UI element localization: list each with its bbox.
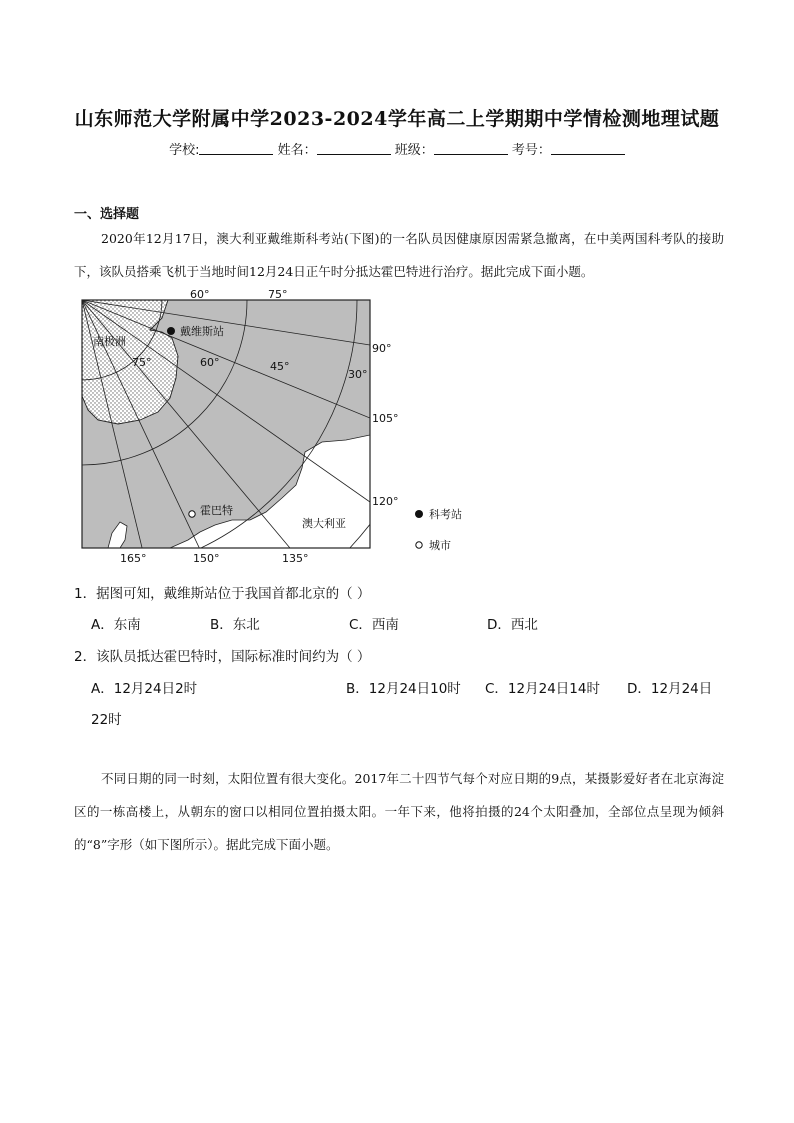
hobart-label: 霍巴特: [200, 504, 233, 517]
school-label: 学校:: [169, 143, 200, 158]
passage-2: 不同日期的同一时刻，太阳位置有很大变化。2017年二十四节气每个对应日期的9点，某摄影爱好者在北京海淀区的一栋高楼上，从朝东的窗口以相同位置拍摄太阳。一年下来，他将拍摄的24个太阳叠加，全部位点呈现为倾斜的“8”字形（如下图所示）。据此完成下面小题。: [74, 771, 724, 852]
lat-75-label: 75°: [132, 356, 152, 369]
question-2-stem: 2．该队员抵达霍巴特时，国际标准时间约为（ ）: [74, 649, 371, 665]
section-heading: 一、选择题: [74, 207, 140, 222]
lon-90-label: 90°: [372, 342, 392, 355]
davis-station-label: 戴维斯站: [180, 325, 224, 338]
question-1-stem: 1．据图可知，戴维斯站位于我国首都北京的（ ）: [74, 586, 371, 602]
q1-option-d[interactable]: D．西北: [487, 617, 538, 633]
q2-option-a[interactable]: A．12月24日2时: [91, 681, 198, 697]
q1-option-c[interactable]: C．西南: [349, 617, 399, 633]
lon-120-label: 120°: [372, 495, 399, 508]
q2-option-c[interactable]: C．12月24日14时: [485, 681, 600, 697]
lat-45-label: 45°: [270, 360, 290, 373]
class-label: 班级：: [394, 143, 434, 158]
meridian-75: [82, 270, 370, 300]
q2-option-b[interactable]: B．12月24日10时: [346, 681, 461, 697]
lat-30-label: 30°: [348, 368, 368, 381]
legend-city-icon: [416, 542, 422, 548]
name-label: 姓名：: [277, 143, 317, 158]
meridian-60: [82, 240, 205, 300]
lon-135-label: 135°: [282, 552, 309, 565]
lon-60-top-label: 60°: [190, 288, 210, 301]
lon-165-label: 165°: [120, 552, 147, 565]
q1-option-a[interactable]: A．东南: [91, 617, 141, 633]
davis-station-marker: [167, 327, 175, 335]
legend-city-label: 城市: [429, 539, 451, 552]
q2-option-d-continuation: 22时: [91, 712, 122, 728]
q1-option-b[interactable]: B．东北: [210, 617, 260, 633]
lon-150-label: 150°: [193, 552, 220, 565]
lat-60-label: 60°: [200, 356, 220, 369]
hobart-city-marker: [189, 511, 195, 517]
exam-number-label: 考号：: [511, 143, 551, 158]
legend-station-label: 科考站: [429, 508, 462, 521]
antarctica-label: 南极洲: [93, 335, 126, 348]
legend-station-icon: [415, 510, 423, 518]
exam-title: 山东师范大学附属中学2023-2024学年高二上学期期中学情检测地理试题: [74, 108, 720, 130]
passage-1: 2020年12月17日，澳大利亚戴维斯科考站(下图)的一名队员因健康原因需紧急撤离，在中美两国科考队的接助下，该队员搭乘飞机于当地时间12月24日正午时分抵达霍巴特进行治疗。据此完成下面小题。: [74, 231, 724, 279]
lon-105-label: 105°: [372, 412, 399, 425]
lon-75-top-label: 75°: [268, 288, 288, 301]
q2-option-d[interactable]: D．12月24日: [627, 681, 713, 697]
australia-label: 澳大利亚: [302, 517, 346, 530]
